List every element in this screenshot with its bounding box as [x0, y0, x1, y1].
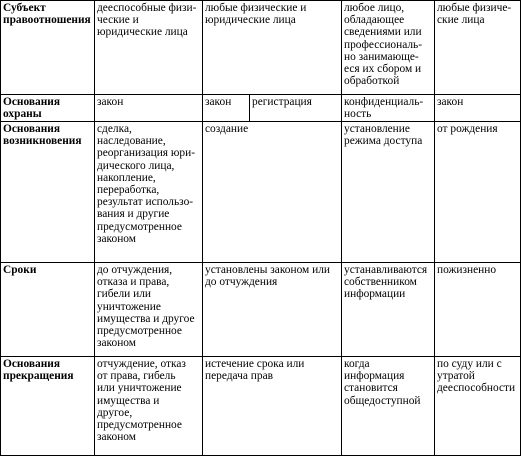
- cell-termination-ip: истечение срока или передача прав: [205, 358, 305, 383]
- cell-subject-personal: любые физиче- ские лица: [437, 2, 512, 27]
- table-border-top: [0, 0, 521, 1]
- cell-termination-personal: по суду или с утратой дееспособности: [437, 358, 516, 395]
- row-divider: [0, 262, 521, 263]
- cell-protection-personal: закон: [437, 96, 464, 108]
- row-divider: [0, 94, 521, 95]
- col-divider: [94, 0, 95, 456]
- cell-terms-info: устанавливаются собственником информации: [344, 264, 428, 301]
- row-divider: [0, 121, 521, 122]
- cell-terms-personal: пожизненно: [437, 264, 497, 276]
- col-divider: [434, 0, 435, 456]
- cell-termination-property: отчуждение, отказ от права, гибель или уничтожение имущества и другое, предусмотренное законом: [97, 358, 186, 444]
- cell-origin-personal: от рождения: [437, 123, 498, 135]
- cell-termination-info: когда информация становится общедоступной: [344, 358, 421, 407]
- cell-terms-property: до отчуждения, отказа и права, гибели или уничтожение имущества и другое предусмотренное законом: [97, 264, 195, 350]
- table-border-left: [0, 0, 1, 456]
- cell-subject-property: дееспособные физи- ческие и юридические лица: [97, 2, 197, 39]
- cell-origin-property: сделка, наследование, реорганизация юри- дического лица, накопление, переработка, результат использо- вания и другие предусмотренное законом: [97, 123, 195, 245]
- col-divider: [202, 0, 203, 456]
- cell-protection-property: закон: [97, 96, 124, 108]
- row-header-subject: Субъект правоотношения: [3, 2, 91, 27]
- cell-terms-ip: установлены законом или до отчуждения: [205, 264, 330, 289]
- row-header-termination: Основания прекращения: [3, 358, 74, 383]
- cell-subject-info: любое лицо, обладающее сведениями или профессиональ- но занимающе- еся их сбором и обработкой: [344, 2, 423, 88]
- cell-protection-info: конфиденциаль- ность: [344, 96, 424, 121]
- cell-protection-ip-law: закон: [205, 96, 232, 108]
- row-header-protection: Основания охраны: [3, 96, 61, 121]
- row-header-origin: Основания возникновения: [3, 123, 82, 148]
- col-divider-sub: [249, 94, 250, 122]
- cell-subject-ip: любые физические и юридические лица: [205, 2, 307, 27]
- cell-origin-ip: создание: [205, 123, 249, 135]
- row-divider: [0, 356, 521, 357]
- col-divider: [341, 0, 342, 456]
- row-header-terms: Сроки: [3, 264, 37, 276]
- cell-protection-ip-registration: регистрация: [252, 96, 312, 108]
- cell-origin-info: установление режима доступа: [344, 123, 423, 148]
